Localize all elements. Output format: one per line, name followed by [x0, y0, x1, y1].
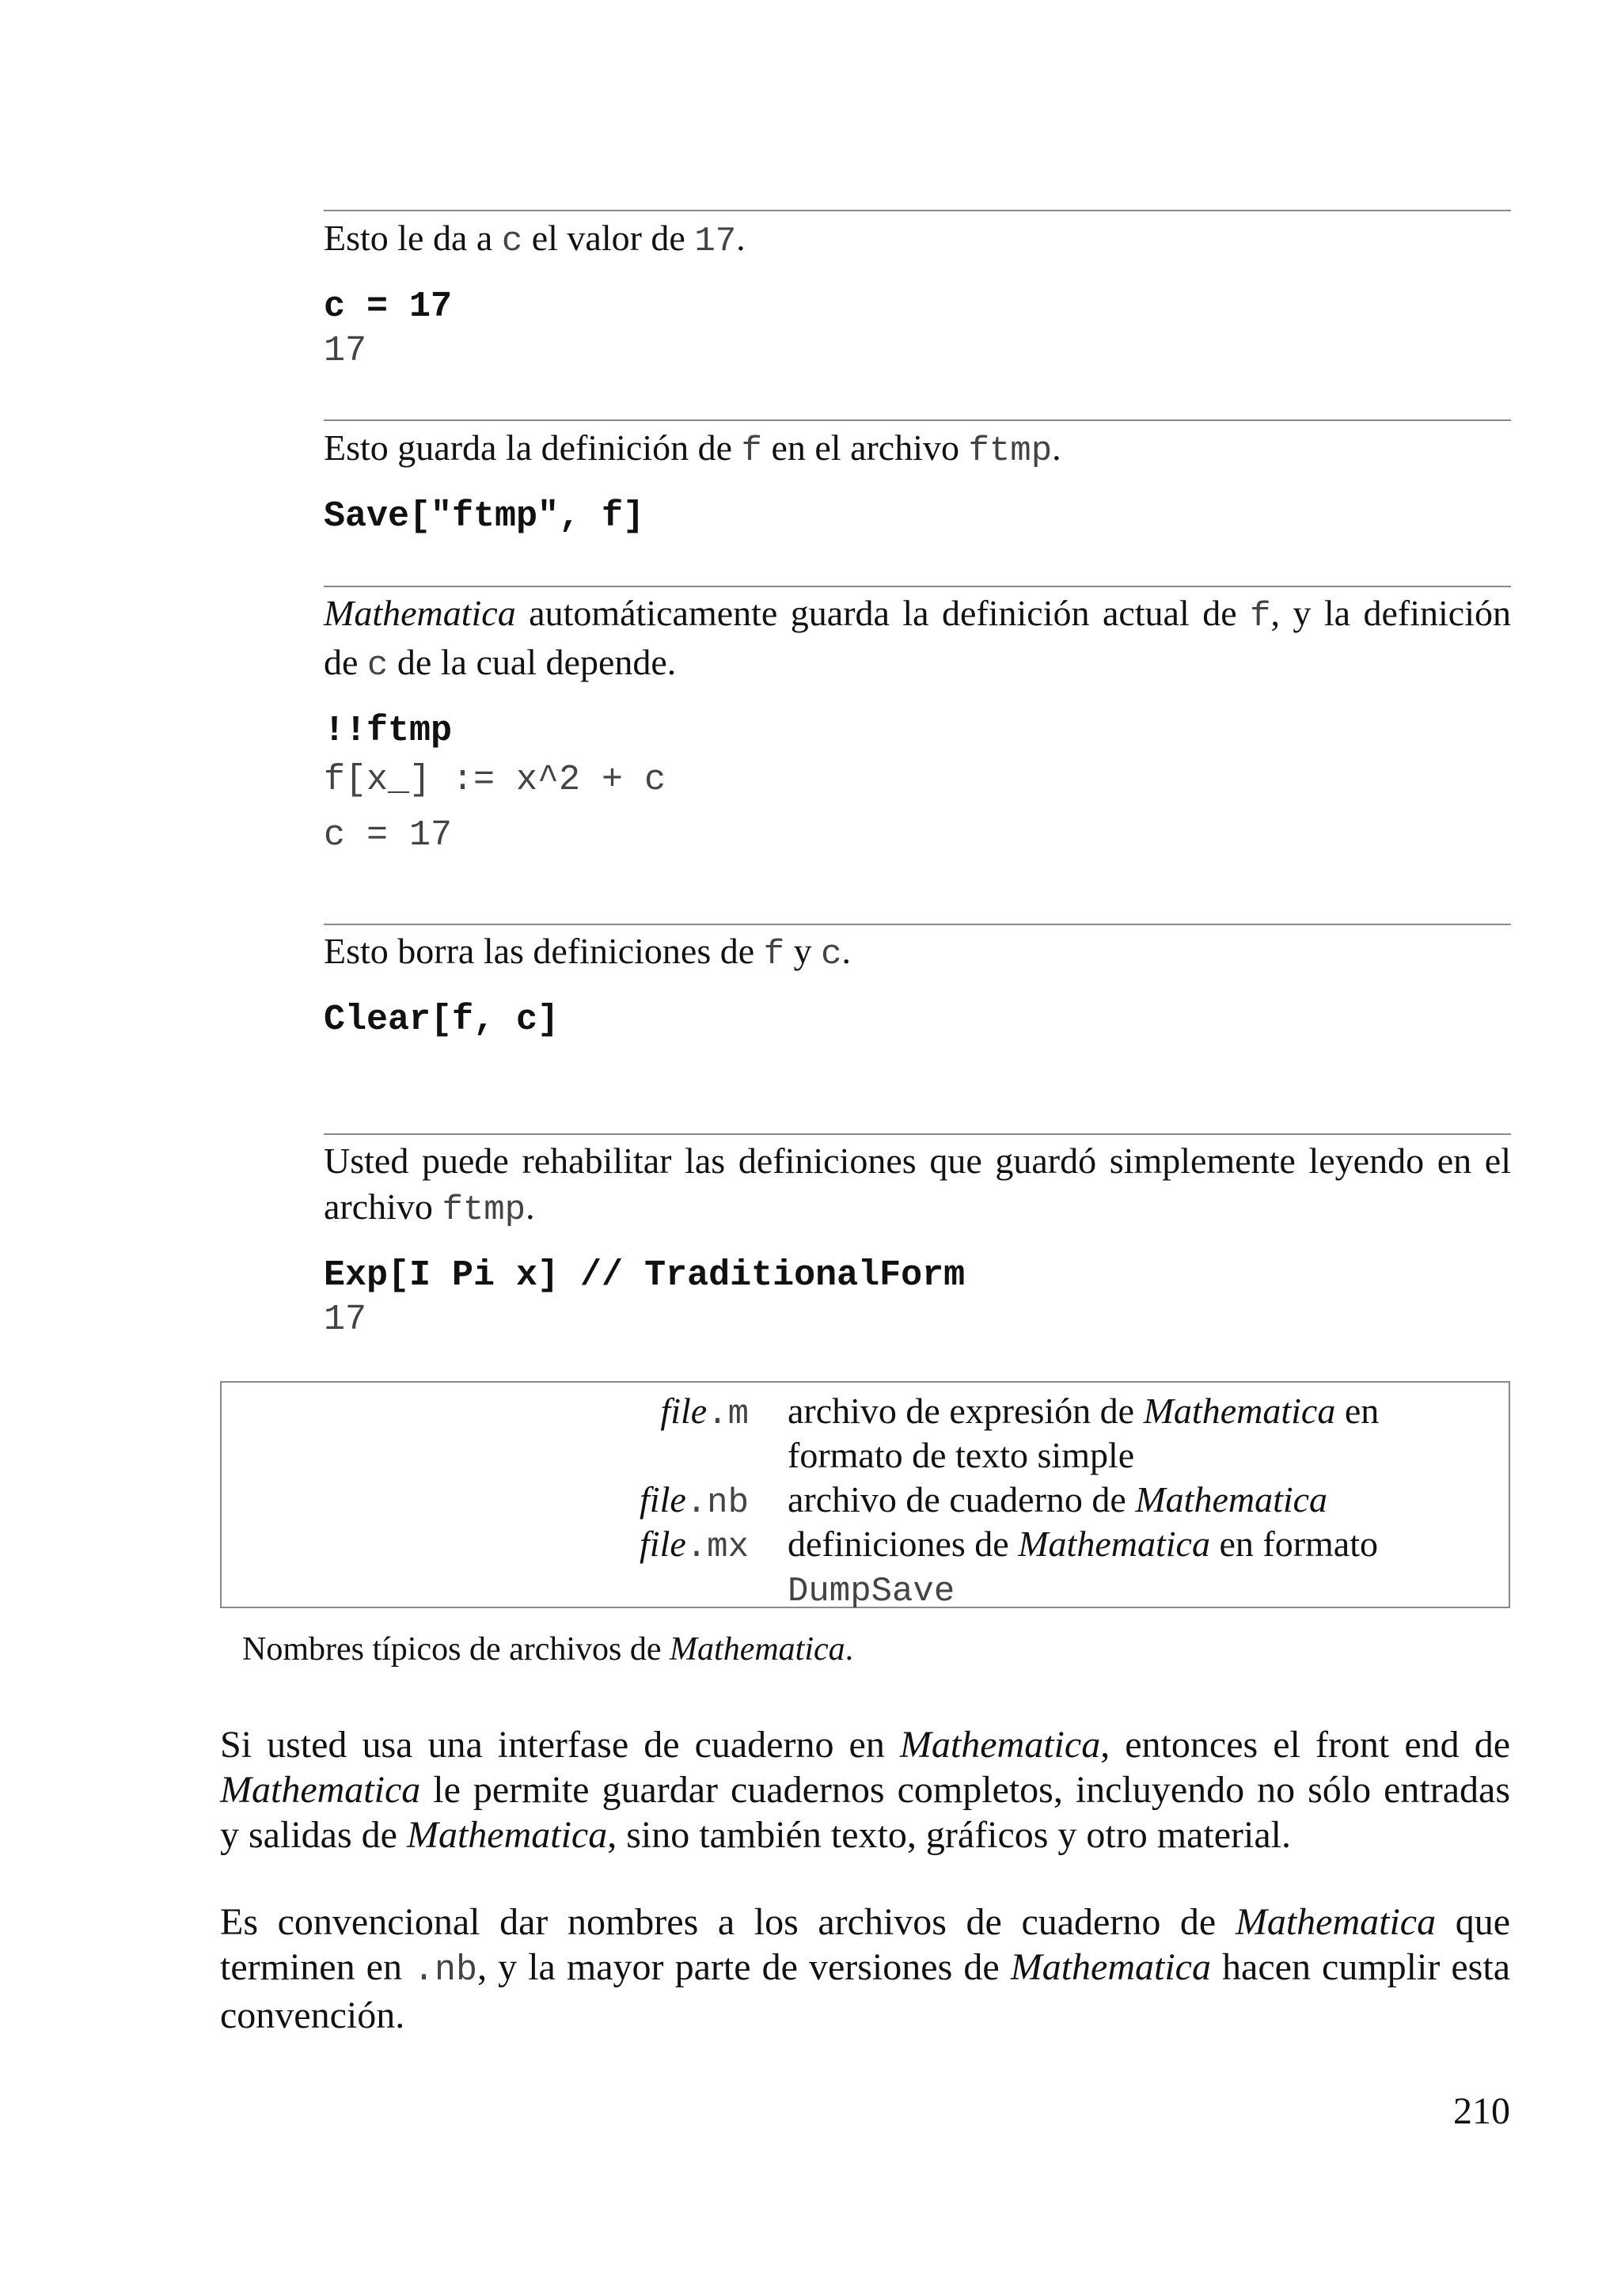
file-description-cell: definiciones de Mathematica en formato DumpSave: [788, 1524, 1378, 1611]
file-name-cell: file.m: [660, 1391, 749, 1434]
input-cell[interactable]: Clear[f, c]: [324, 1000, 560, 1040]
output-cell: 17: [324, 1300, 367, 1340]
input-cell[interactable]: !!ftmp: [324, 711, 453, 751]
section-assign-c: [324, 215, 1511, 374]
file-description-cell: archivo de expresión de Mathematica en formato de texto simple: [788, 1391, 1380, 1475]
section-divider: [324, 1133, 1511, 1135]
output-cell: c = 17: [324, 815, 453, 856]
file-name-cell: file.mx: [640, 1524, 749, 1567]
section-description: Esto guarda la definición de f en el archivo ftmp.: [324, 427, 1061, 471]
section-description: Mathematica automáticamente guarda la definición actual de f, y la definición de c de la cual depende.: [324, 593, 1511, 685]
output-cell: f[x_] := x^2 + c: [324, 760, 666, 800]
input-cell[interactable]: c = 17: [324, 287, 453, 327]
section-save: [324, 425, 1511, 539]
section-view-file: [324, 590, 1511, 858]
section-divider: [324, 586, 1511, 587]
file-types-table: [220, 1381, 1510, 1611]
input-cell[interactable]: Save["ftmp", f]: [324, 496, 645, 537]
section-restore: [324, 1138, 1511, 1342]
page-number: 210: [1453, 2090, 1510, 2132]
body-paragraph: Es convencional dar nombres a los archivos de cuaderno de Mathematica que terminen en .nb, y la mayor parte de versiones de Mathematica hacen cumplir esta convención.: [220, 1901, 1511, 2036]
section-divider: [324, 419, 1511, 421]
section-divider: [324, 924, 1511, 925]
section-divider: [324, 210, 1511, 211]
file-name-cell: file.nb: [640, 1479, 749, 1523]
section-clear: [324, 928, 1511, 1042]
section-description: Esto le da a c el valor de 17.: [324, 218, 746, 261]
table-caption: Nombres típicos de archivos de Mathematica.: [242, 1631, 854, 1668]
section-description: Usted puede rehabilitar las definiciones que guardó simplemente leyendo en el archivo ftmp.: [324, 1140, 1511, 1230]
output-cell: 17: [324, 331, 367, 371]
body-paragraph: Si usted usa una interfase de cuaderno en Mathematica, entonces el front end de Mathematica le permite guardar cuadernos completos, incluyendo no sólo entradas y salidas de Mathematica, sino también texto, gráficos y otro material.: [220, 1724, 1511, 1856]
file-description-cell: archivo de cuaderno de Mathematica: [788, 1479, 1328, 1520]
section-description: Esto borra las definiciones de f y c.: [324, 931, 851, 974]
input-cell[interactable]: Exp[I Pi x] // TraditionalForm: [324, 1255, 966, 1296]
